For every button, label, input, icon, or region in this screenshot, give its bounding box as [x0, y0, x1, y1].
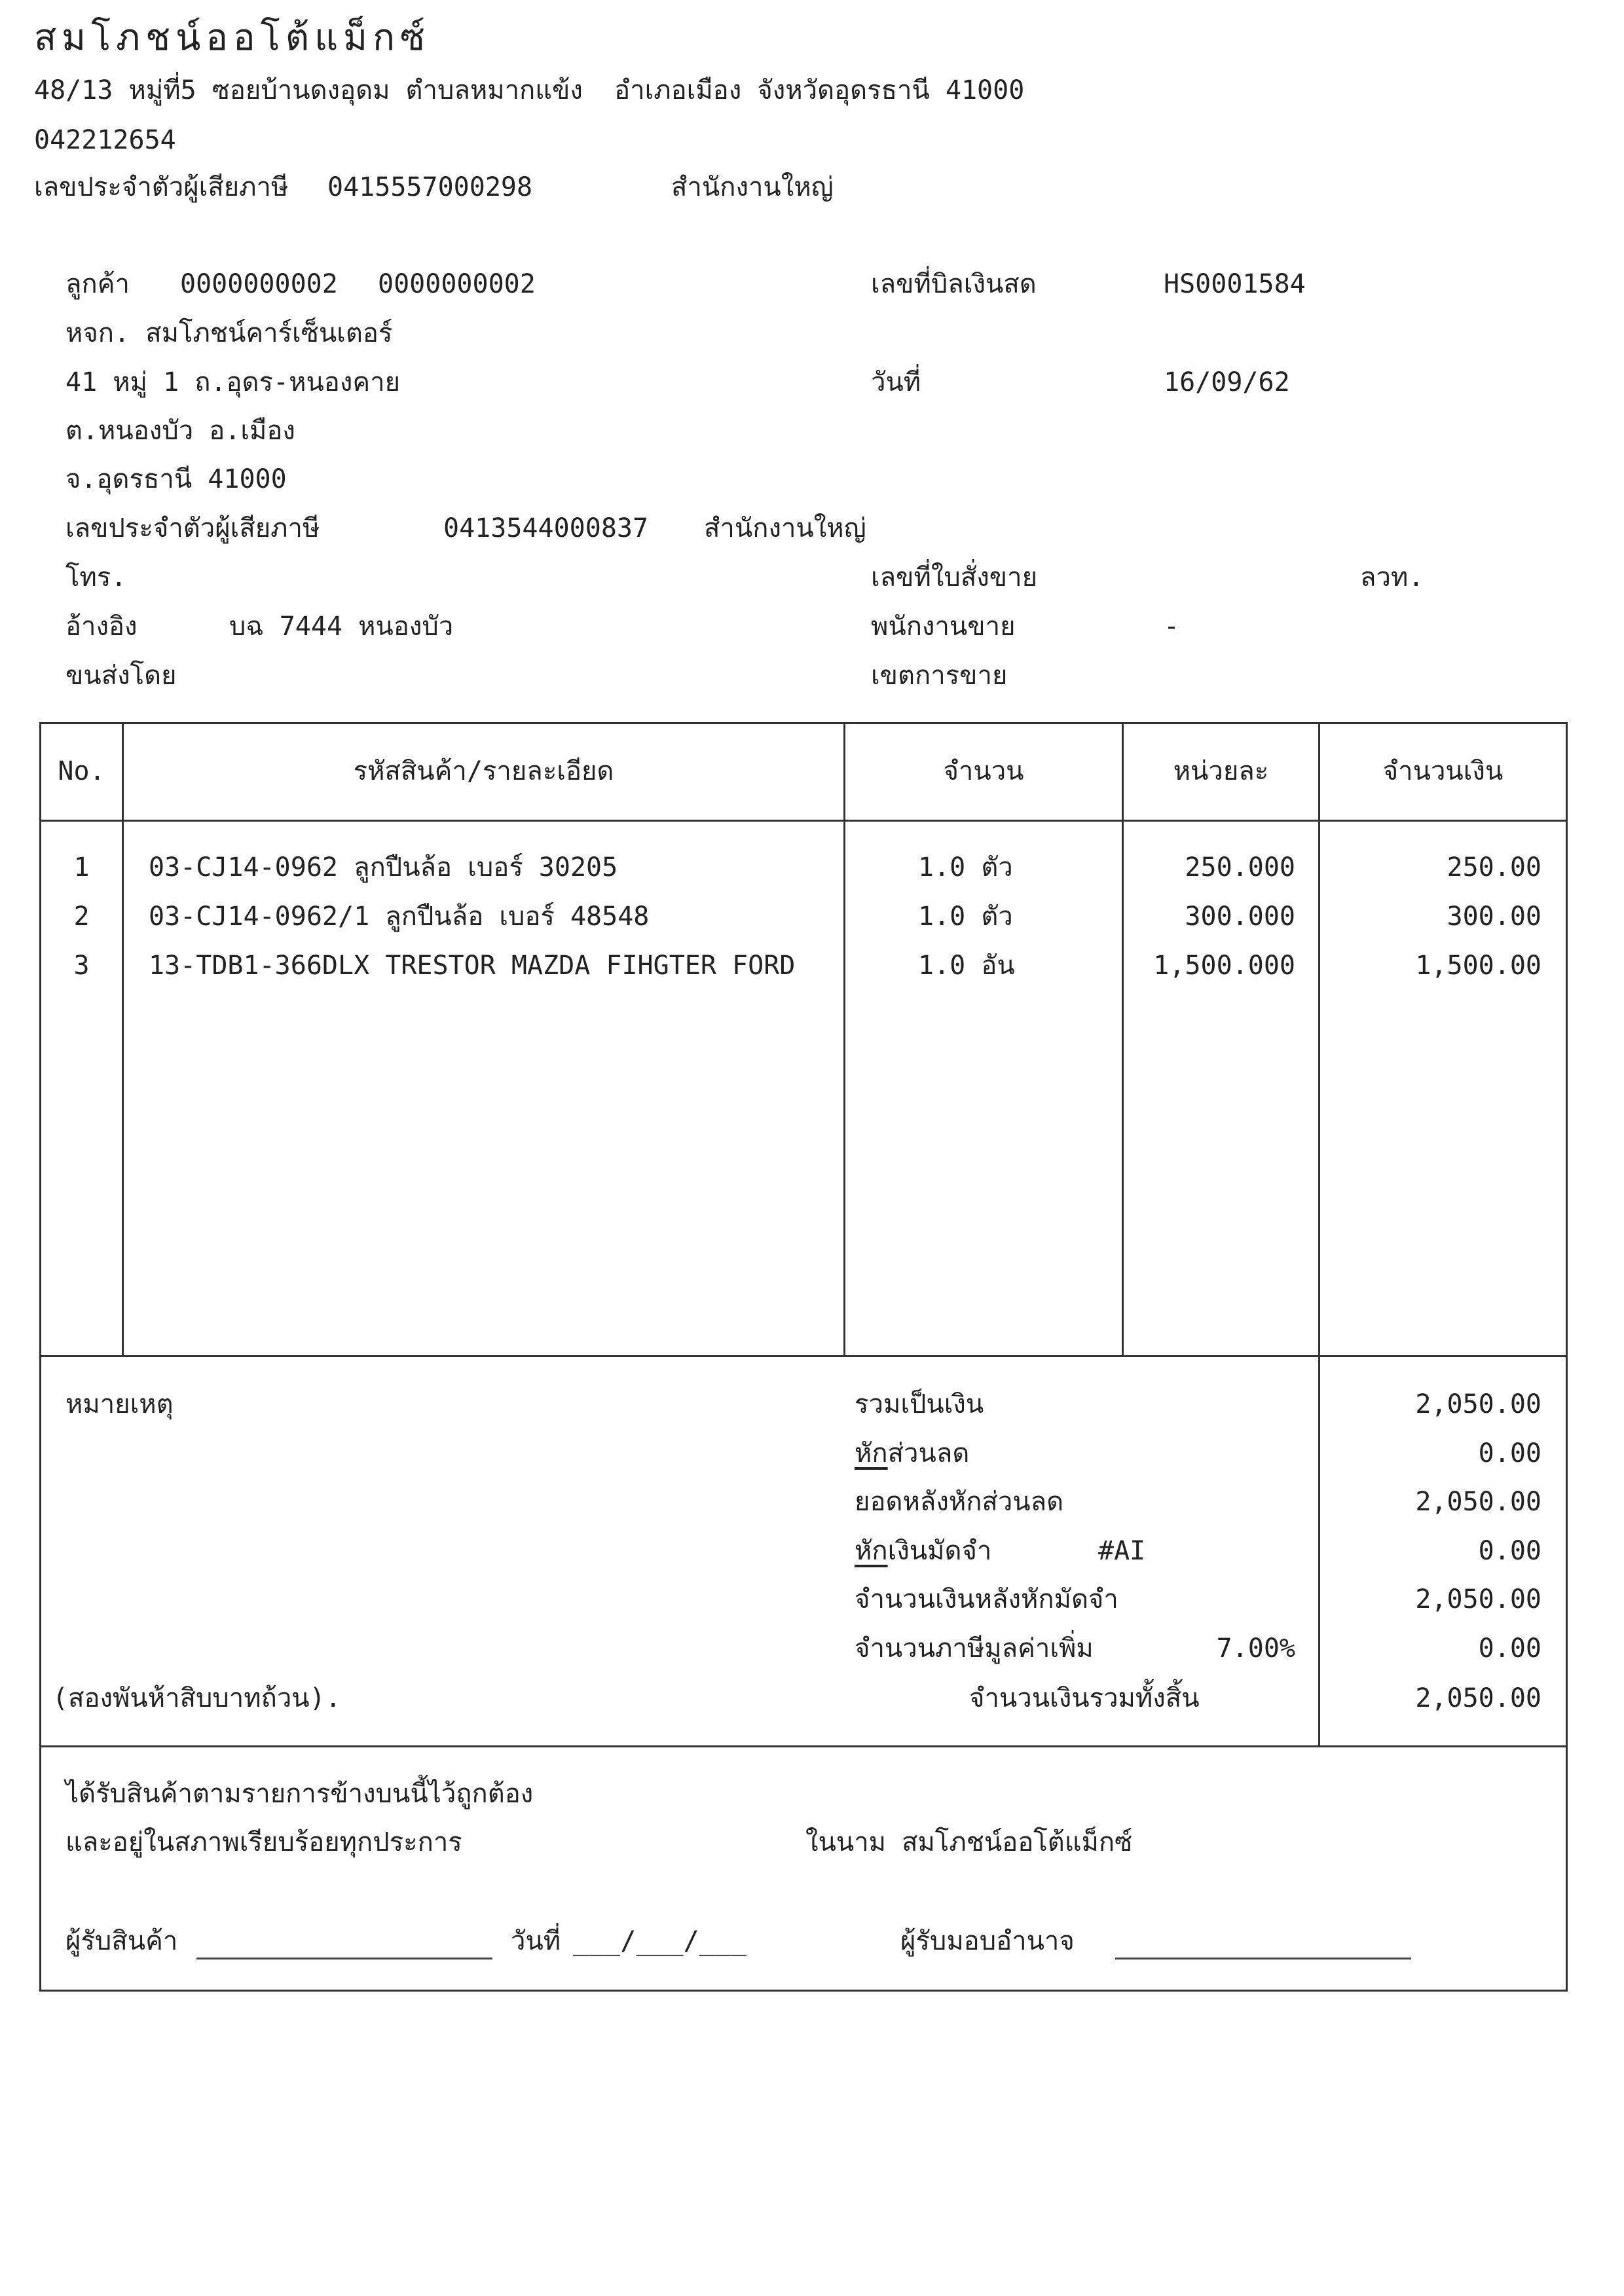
row-quantity: 1.0 ตัว: [918, 852, 1013, 883]
company-phone: 042212654: [34, 125, 176, 155]
customer-branch: สำนักงานใหญ่: [704, 513, 866, 543]
row-no: 2: [73, 902, 90, 932]
bill-number: HS0001584: [1164, 269, 1306, 299]
after-deposit-value: 2,050.00: [1415, 1584, 1541, 1614]
company-branch: สำนักงานใหญ่: [671, 172, 834, 202]
discount-value: 0.00: [1478, 1438, 1541, 1468]
vat-rate: 7.00%: [1216, 1633, 1295, 1664]
col-divider-desc: [843, 722, 845, 1357]
header-description: รหัสสินค้า/รายละเอียด: [353, 756, 614, 786]
table-body-divider: [39, 1355, 1568, 1357]
row-amount: 250.00: [1447, 852, 1541, 883]
customer-label: ลูกค้า: [65, 269, 130, 299]
header-quantity: จำนวน: [943, 756, 1024, 786]
customer-address-1: 41 หมู่ 1 ถ.อุดร-หนองคาย: [65, 367, 401, 397]
row-amount: 1,500.00: [1415, 951, 1541, 981]
row-no: 3: [73, 951, 90, 981]
table-right-border: [1566, 722, 1568, 1992]
header-amount: จำนวนเงิน: [1382, 756, 1504, 786]
receiver-signature-line: [196, 1958, 492, 1959]
deposit-prefix: หัก: [855, 1536, 888, 1566]
company-tax-id: 0415557000298: [327, 172, 533, 202]
row-quantity: 1.0 ตัว: [918, 902, 1013, 932]
customer-address-3: จ.อุดรธานี 41000: [65, 464, 287, 494]
deposit-label: เงินมัดจำ: [887, 1536, 992, 1566]
sales-order-label: เลขที่ใบสั่งขาย: [871, 562, 1038, 592]
shipping-label: ขนส่งโดย: [65, 661, 177, 691]
totals-bottom-border: [39, 1745, 1568, 1747]
row-quantity: 1.0 อัน: [918, 951, 1015, 981]
authorized-signature-line: [1115, 1958, 1411, 1959]
amount-in-words: (สองพันห้าสิบบาทถ้วน).: [52, 1683, 341, 1713]
header-unit-price: หน่วยละ: [1173, 756, 1269, 786]
grand-total-label: จำนวนเงินรวมทั้งสิ้น: [969, 1683, 1200, 1713]
sales-area-label: เขตการขาย: [871, 661, 1008, 691]
reference-label: อ้างอิง: [65, 611, 138, 642]
receiver-label: ผู้รับสินค้า: [65, 1926, 178, 1956]
row-unit-price: 1,500.000: [1153, 951, 1295, 981]
receive-date-blank: ___/___/___: [573, 1926, 747, 1956]
deposit-code: #AI: [1098, 1536, 1146, 1566]
company-tax-label: เลขประจำตัวผู้เสียภาษี: [34, 172, 289, 202]
customer-tax-label: เลขประจำตัวผู้เสียภาษี: [65, 513, 320, 543]
discount-label: ส่วนลด: [887, 1438, 970, 1468]
customer-tax-id: 0413544000837: [443, 513, 649, 543]
customer-address-2: ต.หนองบัว อ.เมือง: [65, 416, 295, 446]
row-description: 13-TDB1-366DLX TRESTOR MAZDA FIHGTER FORD: [149, 951, 796, 981]
table-top-border: [39, 722, 1568, 724]
row-description: 03-CJ14-0962/1 ลูกปืนล้อ เบอร์ 48548: [149, 902, 650, 932]
vat-label: จำนวนภาษีมูลค่าเพิ่ม: [855, 1633, 1094, 1664]
customer-name: หจก. สมโภชน์คาร์เซ็นเตอร์: [65, 318, 393, 348]
authorized-label: ผู้รับมอบอำนาจ: [900, 1926, 1075, 1956]
col-divider-qty: [1122, 722, 1124, 1357]
row-amount: 300.00: [1447, 902, 1541, 932]
row-unit-price: 300.000: [1185, 902, 1295, 932]
deposit-value: 0.00: [1478, 1536, 1541, 1566]
remark-label: หมายเหตุ: [65, 1389, 174, 1419]
header-no: No.: [58, 756, 105, 786]
customer-code: 0000000002: [180, 269, 338, 299]
discount-prefix: หัก: [855, 1438, 888, 1468]
bill-date: 16/09/62: [1164, 367, 1290, 397]
company-address: 48/13 หมู่ที่5 ซอยบ้านดงอุดม ตำบลหมากแข้ง อำเภอเมือง จังหวัดอุดรธานี 41000: [34, 75, 1025, 105]
subtotal-value: 2,050.00: [1415, 1389, 1541, 1419]
vat-value: 0.00: [1478, 1633, 1541, 1664]
customer-phone-label: โทร.: [65, 562, 127, 592]
row-unit-price: 250.000: [1185, 852, 1295, 883]
salesperson-label: พนักงานขาย: [871, 611, 1016, 642]
salesperson-value: -: [1164, 611, 1180, 642]
bill-date-label: วันที่: [871, 367, 921, 397]
bill-number-label: เลขที่บิลเงินสด: [871, 269, 1037, 299]
receipt-statement-line-1: ได้รับสินค้าตามรายการข้างบนนี้ไว้ถูกต้อง: [65, 1779, 534, 1809]
after-deposit-label: จำนวนเงินหลังหักมัดจำ: [855, 1584, 1118, 1614]
after-discount-label: ยอดหลังหักส่วนลด: [855, 1487, 1064, 1517]
col-divider-no: [122, 722, 124, 1357]
receipt-statement-line-2: และอยู่ในสภาพเรียบร้อยทุกประการ: [65, 1827, 462, 1857]
reference-value: บฉ 7444 หนองบัว: [229, 611, 454, 642]
row-no: 1: [73, 852, 90, 883]
company-name: สมโภชน์ออโต้แม็กซ์: [34, 16, 431, 59]
on-behalf-of: ในนาม สมโภชน์ออโต้แม็กซ์: [805, 1827, 1133, 1857]
customer-code-2: 0000000002: [378, 269, 536, 299]
receive-date-label: วันที่: [511, 1926, 561, 1956]
row-description: 03-CJ14-0962 ลูกปืนล้อ เบอร์ 30205: [149, 852, 618, 883]
subtotal-label: รวมเป็นเงิน: [855, 1389, 984, 1419]
table-header-divider: [39, 820, 1568, 822]
footer-bottom-border: [39, 1990, 1568, 1992]
grand-total-value: 2,050.00: [1415, 1683, 1541, 1713]
after-discount-value: 2,050.00: [1415, 1487, 1541, 1517]
sales-order-value: ลวท.: [1360, 562, 1424, 592]
